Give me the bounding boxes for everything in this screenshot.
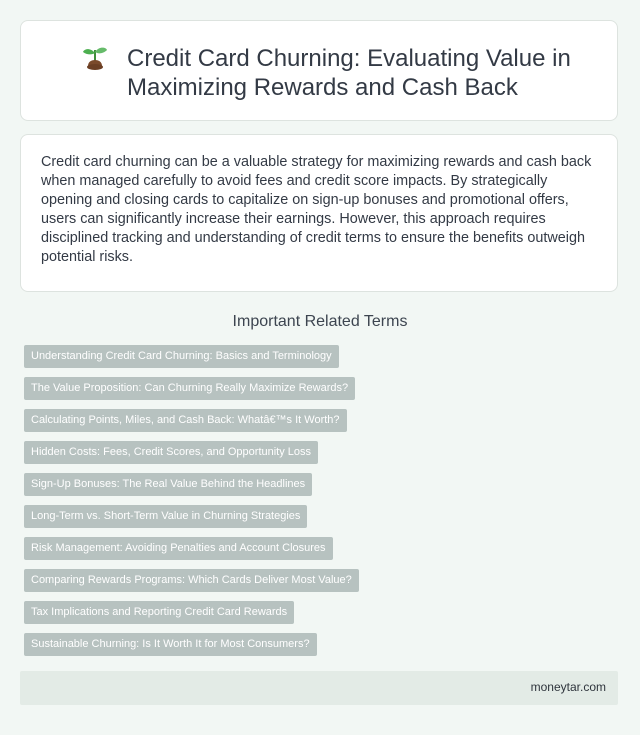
footer — [20, 671, 618, 705]
related-term-link[interactable]: Comparing Rewards Programs: Which Cards Deliver Most Value? — [24, 569, 359, 592]
page-title: Credit Card Churning: Evaluating Value in Maximizing Rewards and Cash Back — [127, 45, 571, 101]
intro-card — [20, 134, 618, 292]
related-term-link[interactable]: Sustainable Churning: Is It Worth It for Most Consumers? — [24, 633, 317, 656]
related-term-link[interactable]: Hidden Costs: Fees, Credit Scores, and Opportunity Loss — [24, 441, 318, 464]
related-term-link[interactable]: Risk Management: Avoiding Penalties and Account Closures — [24, 537, 333, 560]
related-term-link[interactable]: The Value Proposition: Can Churning Really Maximize Rewards? — [24, 377, 355, 400]
related-term-link[interactable]: Sign-Up Bonuses: The Real Value Behind the Headlines — [24, 473, 312, 496]
site-name[interactable]: moneytar.com — [530, 680, 606, 694]
related-term-link[interactable]: Tax Implications and Reporting Credit Card Rewards — [24, 601, 294, 624]
title-wrap — [81, 44, 601, 102]
intro-paragraph: Credit card churning can be a valuable strategy for maximizing rewards and cash back when managed carefully to avoid fees and credit score impacts. By strategically opening and closing cards to capitalize on sign-up bonuses and promotional offers, users can significantly increase their earnings. However, this approach requires disciplined tracking and understanding of credit terms to ensure the benefits outweigh potential risks. — [41, 154, 592, 265]
related-term-link[interactable]: Calculating Points, Miles, and Cash Back: Whatâ€™s It Worth? — [24, 409, 347, 432]
related-term-link[interactable]: Understanding Credit Card Churning: Basics and Terminology — [24, 345, 339, 368]
header-card — [20, 20, 618, 121]
related-terms-heading: Important Related Terms — [232, 313, 408, 330]
related-term-link[interactable]: Long-Term vs. Short-Term Value in Churning Strategies — [24, 505, 307, 528]
sprout-icon — [81, 44, 109, 74]
